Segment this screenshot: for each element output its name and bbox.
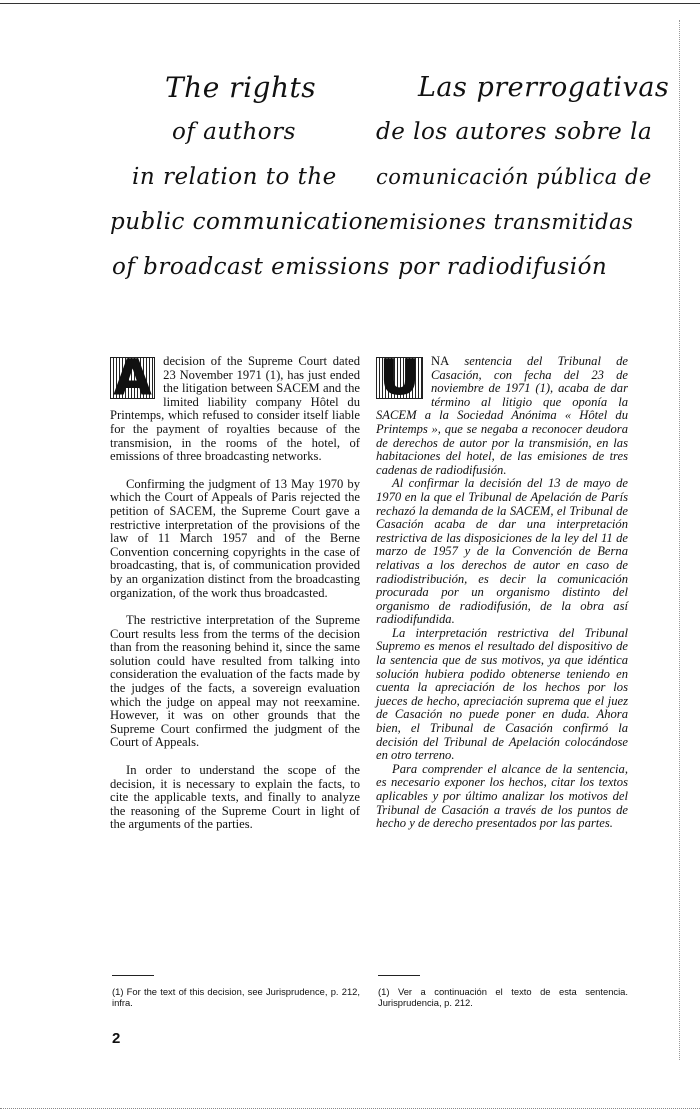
paragraph: Al confirmar la decisión del 13 de mayo de 1970 en la que el Tribunal de Apelación de París rechazó la demanda de la SACEM, el Tribunal de Casación acaba de dar una interpretación restrictiva de las disposiciones de la ley del 11 de marzo de 1957 y de la Convención de Berna relativas a los derechos de autor en caso de radiodistribución, es decir la comunicación procurada por un organismo distinto del organismo de radiodifusión, de la obra así radiodifundida. xyxy=(376,476,628,627)
margin-marks xyxy=(673,20,680,1060)
title-line: Las prerrogativas xyxy=(418,72,670,103)
title-line: public communication xyxy=(110,209,379,235)
top-rule xyxy=(0,3,700,4)
title-english xyxy=(110,65,390,340)
title-line: comunicación pública de xyxy=(376,165,652,189)
bottom-rule xyxy=(0,1108,700,1109)
paragraph: U NA sentencia del Tribunal de Casación, con fecha del 23 de noviembre de 1971 (1), acaba de dar término al litigio que oponía la SACEM a la Sociedad Anónima « Hôtel du Printemps », que se negaba a reconocer deudora de derechos de autor por la transmisión, en las habitaciones del hotel, de las emisiones de tres cadenas de radiodifusión. xyxy=(376,350,629,477)
title-line: The rights xyxy=(165,71,317,104)
paragraph: La interpretación restrictiva del Tribunal Supremo es menos el resultado del dispositivo de la sentencia que de sus motivos, ya que idéntica solución hubiera podido obtenerse teniendo en cuenta la apreciación de los hechos por los jueces de hecho, apreciación suprema que el juez de Casación no puede poner en duda. Ahora bien, el Tribunal de Casación confirmó la decisión del Tribunal de Apelación colocándose en otro terreno. xyxy=(376,625,628,763)
title-line: of authors xyxy=(172,119,296,145)
footnote-rule xyxy=(378,975,420,976)
title-line: por radiodifusión xyxy=(398,254,608,280)
paragraph: Confirming the judgment of 13 May 1970 by which the Court of Appeals of Paris rejected the petition of SACEM, the Supreme Court gave a restrictive interpretation of the provisions of the law of 11 March 1957 and of the Berne Convention concerning copyrights in the case of broadcasting, that is, of communication provided by an organization distinct from the broadcasting organization, of the work thus broadcasted. xyxy=(110,476,360,600)
paragraph: Para comprender el alcance de la sentencia, es necesario exponer los hechos, citar los textos aplicables y por último analizar los motivos del Tribunal de Casación a través de los puntos de hecho y de derecho presentados por las partes. xyxy=(376,761,628,831)
footnote-english: (1) For the text of this decision, see Jurisprudence, p. 212, infra. xyxy=(112,986,360,1008)
title-line: de los autores sobre la xyxy=(376,119,653,145)
spanish-text-column xyxy=(376,350,629,831)
footnote-spanish: (1) Ver a continuación el texto de esta sentencia. Jurisprudencia, p. 212. xyxy=(378,986,628,1008)
drop-cap: U xyxy=(376,357,423,399)
page-number: 2 xyxy=(112,1030,121,1047)
title-spanish xyxy=(376,65,670,340)
paragraph: A decision of the Supreme Court dated 23 November 1971 (1), has just ended the litigation between SACEM and the limited liability company Hôtel du Printemps, which refused to consider itself liable for the payment of royalties because of the transmision, in the rooms of the hotel, of emissions of three broadcasting networks. xyxy=(110,350,360,464)
title-line: emisiones transmitidas xyxy=(376,210,634,234)
drop-cap: A xyxy=(110,357,155,399)
title-line: of broadcast emissions xyxy=(112,254,390,280)
paragraph: The restrictive interpretation of the Supreme Court results less from the terms of the decision than from the reasoning behind it, since the same solution could have resulted from talking into consideration the evaluation of the facts made by the judges of the facts, a sovereign evaluation which the judge on appeal may not reexamine. However, it was on other grounds that the Supreme Court confirmed the judgment of the Court of Appeals. xyxy=(110,613,360,750)
title-line: in relation to the xyxy=(132,164,337,190)
english-text-column xyxy=(110,350,360,846)
paragraph: In order to understand the scope of the decision, it is necessary to explain the facts, to cite the applicable texts, and finally to analyze the reasoning of the Supreme Court in light of the arguments of the parties. xyxy=(110,763,360,832)
footnote-rule xyxy=(112,975,154,976)
